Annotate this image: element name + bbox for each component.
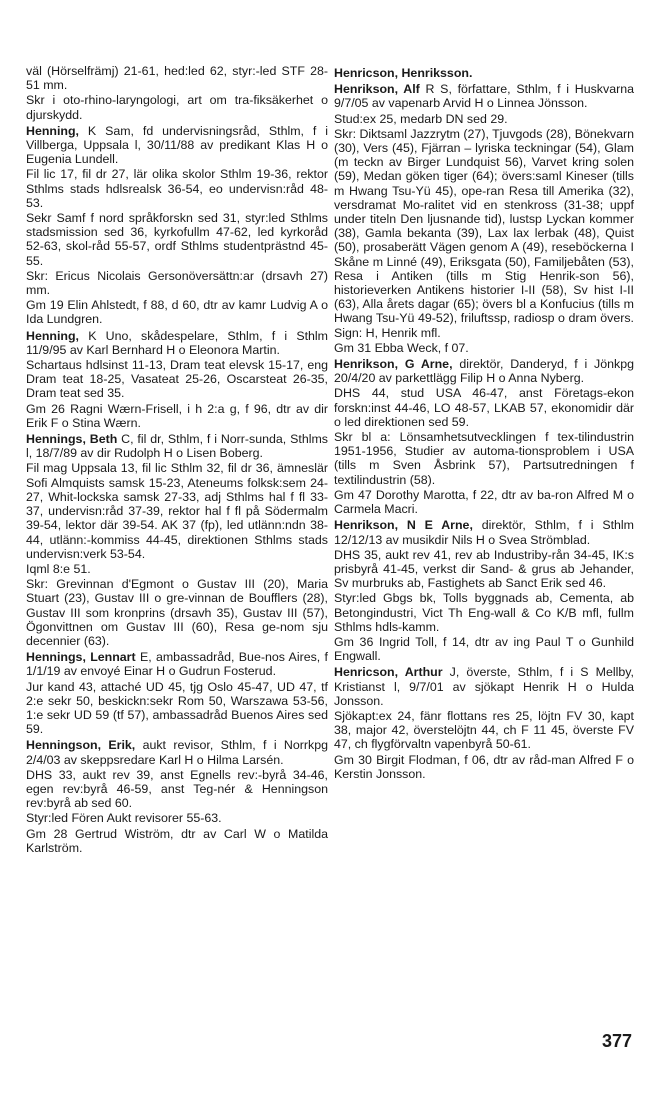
entry-text: K Uno, skådespelare, Sthlm, f i Sthlm 11/9/95 av Karl Bernhard H o Eleonora Martin. [26, 328, 328, 357]
entry-headword: Henning, [26, 123, 79, 138]
entry-paragraph [334, 127, 634, 340]
entry-headword: Henricson, Arthur [334, 665, 443, 680]
entry-text: Jur kand 43, attaché UD 45, tjg Oslo 45-47, UD 47, tf 2:e sekr 50, beskickn:sekr Rom 50, Warszawa 53-56, 1:e sekr UD 59 (tf 57), ambassadråd Buenos Aires sed 59. [26, 679, 328, 737]
entry-text: Iqml 8:e 51. [26, 561, 91, 576]
entry-paragraph [334, 709, 634, 752]
entry-headword: Hennings, Beth [26, 432, 118, 447]
entry-text: Gm 36 Ingrid Toll, f 14, dtr av ing Paul T o Gunhild Engwall. [334, 634, 634, 664]
entry-text: Skr: Grevinnan d'Egmont o Gustav III (20), Maria Stuart (23), Gustav III o gre-vinnan de Boufflers (28), Gustav III som kronprins (drsavh 35), Gustav III (57), Ögonvittnen om Gustav III (60), Resa ge-nom sju decennier (63). [26, 577, 328, 648]
entry-paragraph [26, 64, 328, 92]
entry-heading-paragraph [334, 518, 634, 546]
entry-headword: Henricson, Henriksson. [334, 66, 473, 80]
entry-paragraph [26, 680, 328, 737]
entry-headword: Henrikson, Alf [334, 82, 420, 97]
entry-text: DHS 33, aukt rev 39, anst Egnells rev:-byrå 34-46, egen rev:byrå 46-59, anst Teg-nér & Henningson rev:byrå ab sed 60. [26, 767, 328, 811]
entry-text: Styr:led Gbgs bk, Tolls byggnads ab, Cementa, ab Betongindustri, Vict Th Eng-wall & Co K/B mfl, fullm Sthlms hdls-kamm. [334, 591, 634, 634]
entry-text: Gm 30 Birgit Flodman, f 06, dtr av råd-man Alfred F o Kerstin Jonsson. [334, 752, 634, 781]
entry-paragraph [26, 562, 328, 576]
entry-headword: Henningson, Erik, [26, 738, 136, 753]
entry-text: Fil lic 17, fil dr 27, lär olika skolor Sthlm 19-36, rektor Sthlms stads hdlsrealsk 36-54, eo undervisn:råd 48-53. [26, 167, 328, 210]
entry-heading-paragraph [334, 357, 634, 385]
entry-paragraph [334, 548, 634, 591]
entry-paragraph [26, 768, 328, 811]
entry-heading-paragraph [26, 432, 328, 460]
left-column [26, 64, 328, 856]
entry-paragraph [334, 112, 634, 126]
entry-heading-paragraph [26, 650, 328, 678]
entry-heading-paragraph [26, 329, 328, 357]
entry-paragraph [334, 386, 634, 429]
entry-paragraph [334, 591, 634, 634]
entry-text: väl (Hörselfrämj) 21-61, hed:led 62, styr:-led STF 28-51 mm. [26, 64, 328, 93]
entry-headword: Hennings, Lennart [26, 650, 136, 665]
entry-heading-paragraph [334, 66, 634, 80]
entry-text: direktör, Danderyd, f i Jönkpg 20/4/20 av parkettlägg Filip H o Anna Nyberg. [334, 357, 634, 386]
entry-paragraph [26, 93, 328, 121]
entry-paragraph [334, 341, 634, 355]
entry-text: Gm 31 Ebba Weck, f 07. [334, 340, 469, 355]
entry-text: Skr: Ericus Nicolais Gersonöversättn:ar (drsavh 27) mm. [26, 268, 328, 298]
entry-paragraph [26, 211, 328, 268]
entry-headword: Henning, [26, 328, 79, 343]
entry-paragraph [26, 167, 328, 210]
entry-paragraph [26, 577, 328, 648]
entry-text: K Sam, fd undervisningsråd, Sthlm, f i Villberga, Uppsala l, 30/11/88 av predikant Klas H o Eugenia Lundell. [26, 123, 328, 167]
entry-paragraph [334, 635, 634, 663]
entry-text: Gm 26 Ragni Wærn-Frisell, i h 2:a g, f 96, dtr av dir Erik F o Stina Wærn. [26, 401, 328, 430]
entry-text: Gm 47 Dorothy Marotta, f 22, dtr av ba-ron Alfred M o Carmela Macri. [334, 487, 634, 517]
entry-text: Skr i oto-rhino-laryngologi, art om tra-fiksäkerhet o djurskydd. [26, 93, 328, 122]
entry-paragraph [26, 298, 328, 326]
entry-heading-paragraph [334, 82, 634, 110]
entry-text: aukt revisor, Sthlm, f i Norrkpg 2/4/03 av skeppsredare Karl H o Hilma Larsén. [26, 738, 328, 767]
entry-text: Stud:ex 25, medarb DN sed 29. [334, 111, 508, 126]
entry-paragraph [26, 827, 328, 855]
entry-text: E, ambassadråd, Bue-nos Aires, f 1/1/19 av envoyé Einar H o Gudrun Fosterud. [26, 650, 328, 679]
entry-text: J, överste, Sthlm, f i S Mellby, Kristianst l, 9/7/01 av sjökapt Henrik H o Hulda Jonsson. [334, 665, 635, 708]
entry-text: C, fil dr, Sthlm, f i Norr-sunda, Sthlms l, 18/7/89 av dir Rudolph H o Lisen Boberg. [26, 432, 328, 461]
entry-headword: Henrikson, N E Arne, [334, 518, 473, 533]
entry-paragraph [26, 811, 328, 825]
entry-heading-paragraph [26, 124, 328, 167]
entry-text: Gm 19 Elin Ahlstedt, f 88, d 60, dtr av kamr Ludvig A o Ida Lundgren. [26, 298, 328, 327]
entry-text: Schartaus hdlsinst 11-13, Dram teat elevsk 15-17, eng Dram teat 18-25, Vasateat 25-26, Oscarsteat 26-35, Dram teat sed 35. [26, 358, 328, 401]
entry-text: Styr:led Fören Aukt revisorer 55-63. [26, 811, 222, 826]
entry-paragraph [26, 269, 328, 297]
entry-text: Gm 28 Gertrud Wiström, dtr av Carl W o Matilda Karlström. [26, 826, 328, 855]
entry-text: Sjökapt:ex 24, fänr flottans res 25, löjtn FV 30, kapt 38, major 42, överstelöjtn 44, ch F 11 45, överste FV 47, ch flygförvaltn vapenbyrå 50-61. [334, 708, 634, 752]
right-column [334, 64, 634, 782]
entry-paragraph [26, 461, 328, 560]
entry-paragraph [26, 358, 328, 401]
entry-heading-paragraph [26, 738, 328, 766]
entry-text: DHS 44, stud USA 46-47, anst Företags-ekon forskn:inst 44-46, LO 48-57, LKAB 57, ekonomidir där o led direktionen sed 59. [334, 386, 634, 429]
entry-paragraph [334, 430, 634, 487]
entry-headword: Henrikson, G Arne, [334, 357, 453, 372]
entry-text: direktör, Sthlm, f i Sthlm 12/12/13 av musikdir Nils H o Svea Strömblad. [334, 518, 634, 547]
entry-text: Fil mag Uppsala 13, fil lic Sthlm 32, fil dr 36, ämneslär Sofi Almquists samsk 15-23, Ateneums folksk:sem 24-27, Whit-lockska samsk 27-33, adj Sthlms hal f fl 33-37, undervisn:råd 37-39, rektor hal f fl på Södermalm 39-54, lektor där 39-54. AK 37 (fp), led utlänn:ndn 38-44, utlänn:-kommiss 44-45, direktionen Sthlms stads undervisn:verk 53-54. [26, 461, 328, 561]
entry-text: Sekr Samf f nord språkforskn sed 31, styr:led Sthlms stadsmission sed 36, kyrkofullm 47-62, led kyrkoråd 52-63, skol-råd 55-57, ordf Sthlms studentprästnd 45-55. [26, 211, 328, 268]
entry-paragraph [26, 402, 328, 430]
entry-text: R S, författare, Sthlm, f i Huskvarna 9/7/05 av vapenarb Arvid H o Linnea Jönsson. [334, 82, 634, 111]
entry-text: DHS 35, aukt rev 41, rev ab Industriby-rån 34-45, IK:s prisbyrå 41-45, verkst dir Sand- & grus ab Jehander, Sv murbruks ab, Fastighets ab Sanct Erik sed 46. [334, 547, 634, 591]
entry-paragraph [334, 753, 634, 781]
page-number: 377 [601, 1031, 632, 1051]
entry-text: Skr bl a: Lönsamhetsutvecklingen f tex-tilindustrin 1951-1956, Studier av automa-tionsproblem i USA (tills m Sven Åsbrink 57), Partsutredningen f textilindustrin (58). [334, 430, 634, 487]
entry-text: Skr: Diktsaml Jazzrytm (27), Tjuvgods (28), Bönekvarn (30), Vers (45), Fjärran – lyriska teckningar (54), Glam (m teckn av Birger Lundquist 56), Varvet kring solen (59), Medan göken tiger (64); övers:saml Kineser (tills m Hwang Tsu-Yü 45), ope-ran Resa till Amerika (32), versdramat Mo-ralitet vid en stenkross (31-38; uppf under titeln Den ljusnande tid), lustsp Lyckan kommer (38), Gamla bekanta (39), Lax lax lerbak (48), Quist (50), prosaberätt Vägen genom A (49), reseböckerna I Skåne m Linné (49), Eriksgata (50), Familjebåten (53), Resa i Antiken (tills m Stig Henrik-son 56), historieverken Antikens historier I-II (58), Sv hist I-II (63), Alla årets dagar (65); övers bl a Konfucius (tills m Hwang Tsu-Yü 49-52), friluftssp, radiosp o dram övers. Sign: H, Henrik mfl. [334, 126, 634, 340]
entry-heading-paragraph [334, 665, 634, 708]
entry-paragraph [334, 488, 634, 516]
